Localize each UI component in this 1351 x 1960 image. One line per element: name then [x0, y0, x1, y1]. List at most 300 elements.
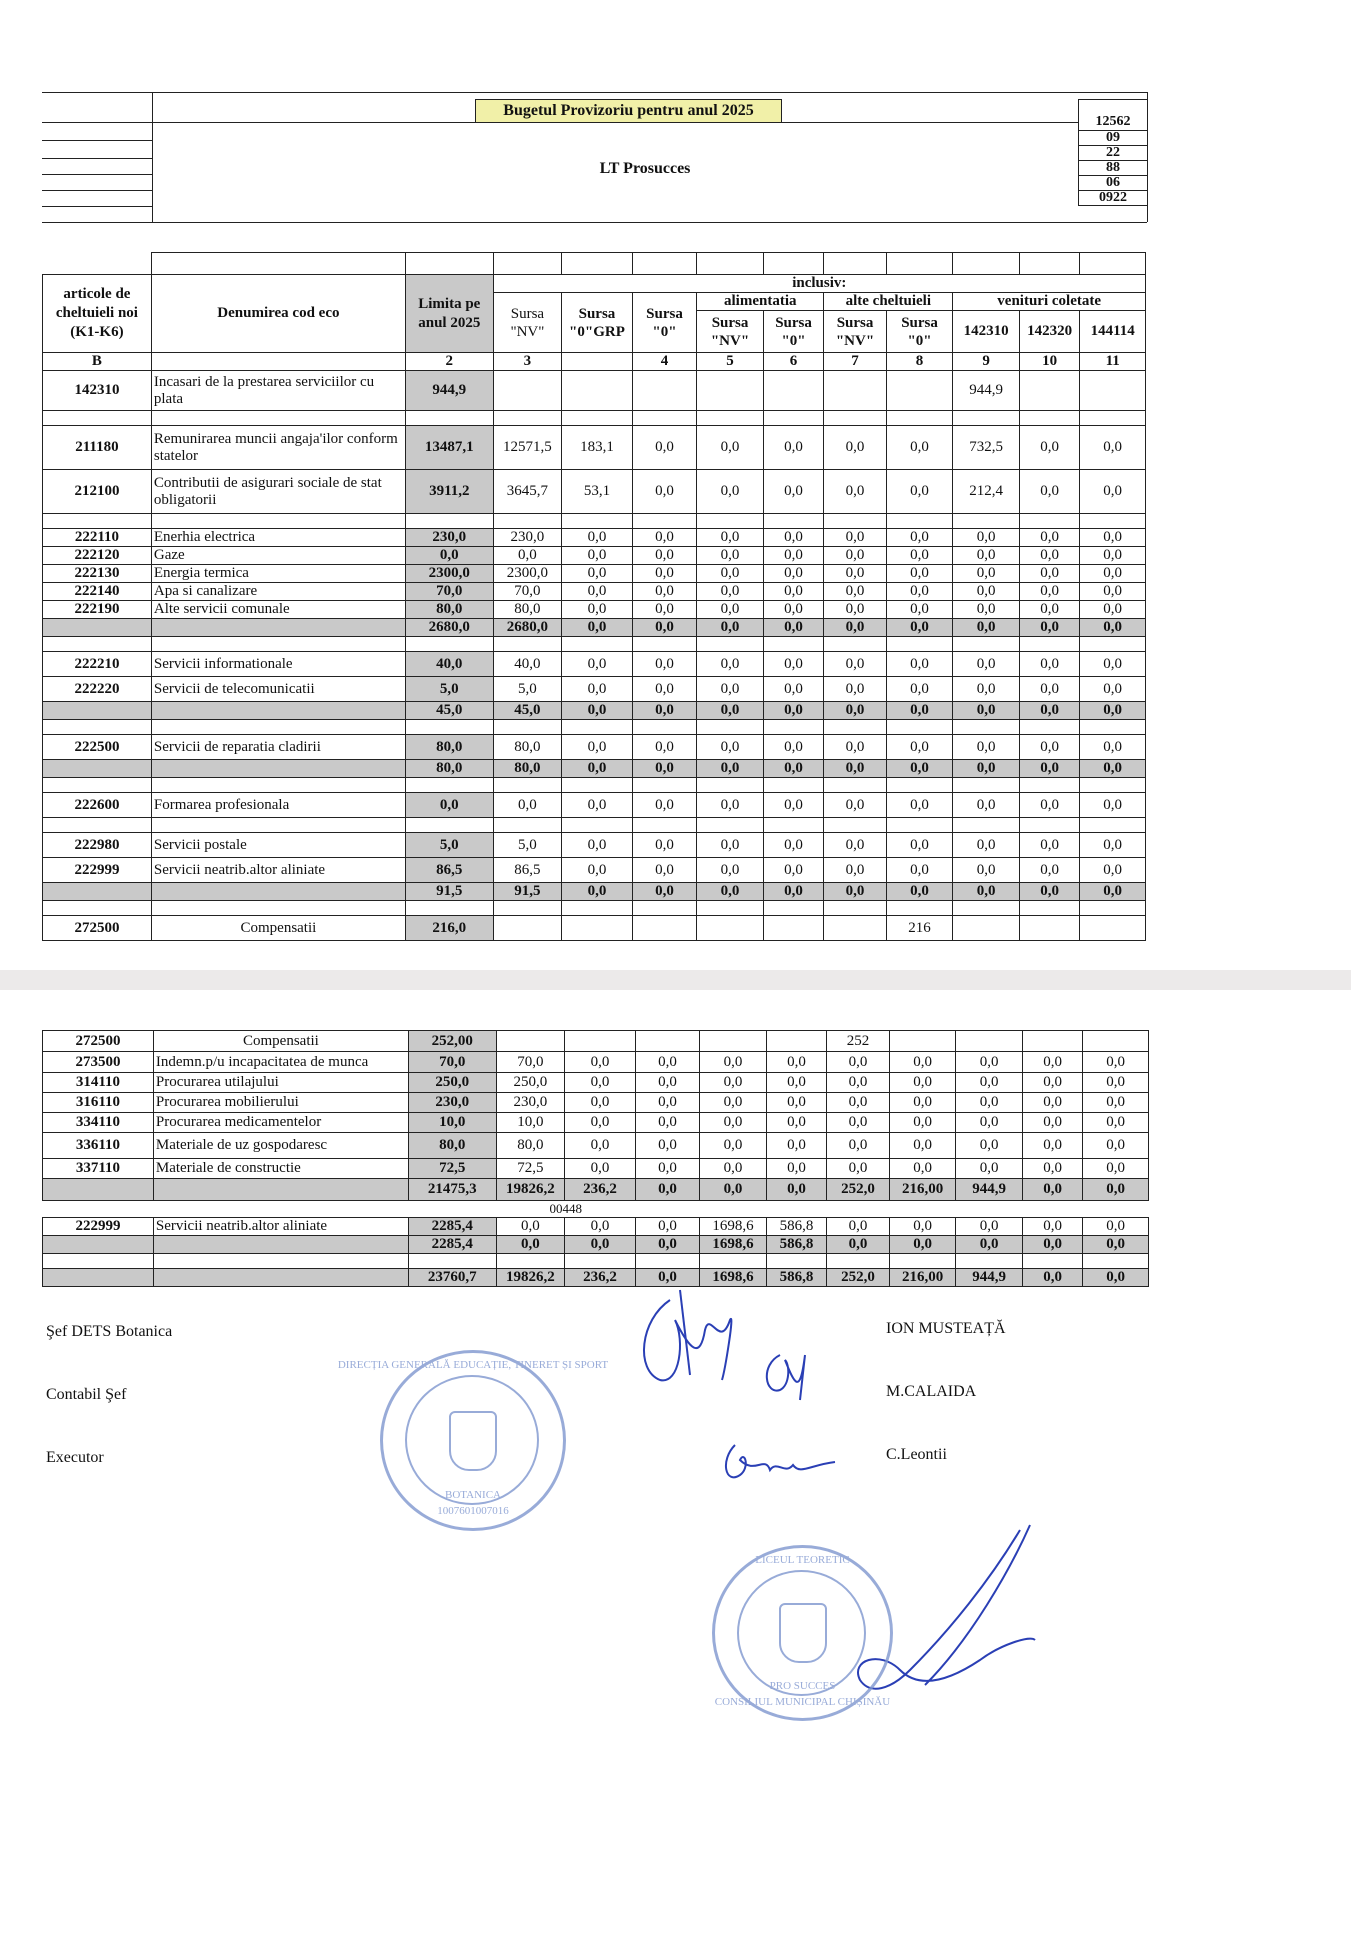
eco-code: 336110	[43, 1133, 154, 1159]
amount-cell: 0,0	[763, 677, 823, 702]
budget-row	[43, 426, 1146, 470]
amount-cell: 0,0	[697, 529, 764, 547]
amount-cell: 0,0	[953, 702, 1020, 720]
amount-cell: 0,0	[886, 702, 953, 720]
amount-cell: 0,0	[1080, 883, 1146, 901]
amount-cell: 5,0	[493, 833, 562, 858]
amount-cell: 0,0	[635, 1218, 700, 1236]
limit-value: 70,0	[408, 1052, 496, 1073]
amount-cell: 0,0	[953, 529, 1020, 547]
amount-cell: 0,0	[889, 1218, 956, 1236]
header-row-1	[43, 275, 1146, 293]
amount-cell: 0,0	[1080, 565, 1146, 583]
amount-cell: 0,0	[763, 529, 823, 547]
eco-name: Servicii neatrib.altor aliniate	[151, 858, 405, 883]
amount-cell: 0,0	[766, 1093, 826, 1113]
amount-cell: 0,0	[697, 652, 764, 677]
amount-cell: 0,0	[824, 833, 887, 858]
budget-row	[43, 1052, 1149, 1073]
eco-code: 211180	[43, 426, 152, 470]
amount-cell: 2680,0	[493, 619, 562, 637]
limit-value: 13487,1	[405, 426, 493, 470]
budget-row	[43, 470, 1146, 514]
amount-cell: 80,0	[496, 1133, 565, 1159]
eco-code: 222999	[43, 858, 152, 883]
budget-row	[43, 601, 1146, 619]
amount-cell: 0,0	[562, 793, 633, 818]
amount-cell: 0,0	[763, 760, 823, 778]
col-header-v3: 144114	[1080, 311, 1146, 353]
signature-contabil-icon	[760, 1335, 820, 1405]
amount-cell: 0,0	[562, 547, 633, 565]
code-cell: 88	[1078, 161, 1148, 176]
amount-cell: 0,0	[824, 470, 887, 514]
amount-cell: 3645,7	[493, 470, 562, 514]
amount-cell: 53,1	[562, 470, 633, 514]
amount-cell: 0,0	[562, 833, 633, 858]
limit-value: 80,0	[405, 735, 493, 760]
separator-row	[43, 818, 1146, 833]
amount-cell: 0,0	[956, 1093, 1023, 1113]
limit-value: 72,5	[408, 1159, 496, 1179]
column-number: B	[43, 353, 152, 371]
amount-cell: 252,0	[827, 1269, 890, 1287]
eco-name: Servicii informationale	[151, 652, 405, 677]
amount-cell: 0,0	[889, 1159, 956, 1179]
amount-cell: 0,0	[562, 883, 633, 901]
col-header-v1: 142310	[953, 311, 1020, 353]
col-header-venituri: venituri coletate	[953, 293, 1146, 311]
eco-name: Procurarea medicamentelor	[153, 1113, 408, 1133]
amount-cell: 0,0	[824, 426, 887, 470]
amount-cell	[632, 916, 697, 941]
amount-cell: 1698,6	[700, 1236, 767, 1254]
amount-cell: 0,0	[956, 1073, 1023, 1093]
amount-cell: 0,0	[1083, 1113, 1149, 1133]
limit-value: 216,0	[405, 916, 493, 941]
amount-cell: 0,0	[824, 619, 887, 637]
amount-cell: 0,0	[700, 1093, 767, 1113]
amount-cell: 0,0	[824, 883, 887, 901]
amount-cell: 0,0	[697, 883, 764, 901]
amount-cell: 0,0	[1080, 426, 1146, 470]
amount-cell: 216,00	[889, 1269, 956, 1287]
amount-cell: 0,0	[700, 1179, 767, 1201]
limit-value: 230,0	[405, 529, 493, 547]
budget-page-1	[0, 0, 1351, 970]
amount-cell: 0,0	[1083, 1052, 1149, 1073]
amount-cell: 0,0	[697, 760, 764, 778]
classification-codes	[1078, 99, 1148, 206]
budget-row	[43, 735, 1146, 760]
amount-cell: 586,8	[766, 1218, 826, 1236]
eco-code: 222999	[43, 1218, 154, 1236]
amount-cell: 0,0	[1080, 583, 1146, 601]
amount-cell: 0,0	[886, 735, 953, 760]
amount-cell: 0,0	[565, 1159, 636, 1179]
amount-cell: 0,0	[1019, 735, 1079, 760]
column-number: 10	[1019, 353, 1079, 371]
column-number: 3	[493, 353, 562, 371]
amount-cell	[1080, 916, 1146, 941]
amount-cell: 80,0	[493, 601, 562, 619]
executor-label: Executor	[46, 1449, 104, 1466]
amount-cell: 0,0	[1022, 1052, 1082, 1073]
amount-cell	[565, 1031, 636, 1052]
limit-value: 944,9	[405, 371, 493, 411]
budget-row	[43, 529, 1146, 547]
amount-cell: 0,0	[763, 601, 823, 619]
amount-cell: 236,2	[565, 1179, 636, 1201]
eco-code: 273500	[43, 1052, 154, 1073]
limit-value: 2680,0	[405, 619, 493, 637]
limit-value: 2300,0	[405, 565, 493, 583]
amount-cell: 0,0	[496, 1218, 565, 1236]
note-text: 00448	[549, 1201, 582, 1216]
amount-cell: 0,0	[956, 1113, 1023, 1133]
amount-cell: 80,0	[493, 760, 562, 778]
amount-cell: 0,0	[956, 1052, 1023, 1073]
contabil-label: Contabil Şef	[46, 1386, 127, 1403]
eco-name: Enerhia electrica	[151, 529, 405, 547]
eco-name: Servicii neatrib.altor aliniate	[153, 1218, 408, 1236]
amount-cell: 0,0	[953, 735, 1020, 760]
amount-cell: 0,0	[632, 583, 697, 601]
amount-cell: 0,0	[763, 565, 823, 583]
amount-cell: 0,0	[632, 470, 697, 514]
budget-page-2	[0, 990, 1351, 1960]
column-number: 7	[824, 353, 887, 371]
amount-cell: 0,0	[953, 677, 1020, 702]
amount-cell: 0,0	[886, 601, 953, 619]
amount-cell: 0,0	[493, 547, 562, 565]
amount-cell: 0,0	[1080, 858, 1146, 883]
separator-row	[43, 1254, 1149, 1269]
subtotal-row	[43, 1236, 1149, 1254]
amount-cell: 0,0	[632, 735, 697, 760]
amount-cell: 0,0	[886, 883, 953, 901]
amount-cell: 0,0	[635, 1179, 700, 1201]
eco-code: 222140	[43, 583, 152, 601]
amount-cell: 0,0	[1022, 1073, 1082, 1093]
amount-cell: 0,0	[635, 1236, 700, 1254]
header-row-empty	[43, 253, 1146, 275]
eco-name: Materiale de uz gospodaresc	[153, 1133, 408, 1159]
amount-cell: 252	[827, 1031, 890, 1052]
amount-cell: 0,0	[1083, 1159, 1149, 1179]
amount-cell: 0,0	[697, 565, 764, 583]
amount-cell: 0,0	[886, 565, 953, 583]
amount-cell: 0,0	[956, 1133, 1023, 1159]
code-cell: 0922	[1078, 191, 1148, 206]
amount-cell	[1022, 1031, 1082, 1052]
amount-cell: 0,0	[632, 883, 697, 901]
separator-row	[43, 514, 1146, 529]
eco-name: Compensatii	[153, 1031, 408, 1052]
amount-cell: 0,0	[953, 547, 1020, 565]
amount-cell: 0,0	[1080, 601, 1146, 619]
eco-code: 222210	[43, 652, 152, 677]
amount-cell: 72,5	[496, 1159, 565, 1179]
col-header-limita: Limita pe anul 2025	[405, 275, 493, 353]
eco-name: Compensatii	[151, 916, 405, 941]
amount-cell: 0,0	[763, 858, 823, 883]
amount-cell: 0,0	[1019, 470, 1079, 514]
amount-cell: 0,0	[1019, 677, 1079, 702]
amount-cell	[635, 1031, 700, 1052]
budget-row	[43, 547, 1146, 565]
amount-cell: 0,0	[824, 601, 887, 619]
amount-cell: 0,0	[763, 883, 823, 901]
budget-row	[43, 916, 1146, 941]
column-number: 4	[632, 353, 697, 371]
limit-value: 0,0	[405, 547, 493, 565]
subtotal-row	[43, 702, 1146, 720]
eco-name: Alte servicii comunale	[151, 601, 405, 619]
budget-row	[43, 1031, 1149, 1052]
amount-cell: 0,0	[632, 601, 697, 619]
amount-cell: 0,0	[496, 1236, 565, 1254]
code-cell: 09	[1078, 131, 1148, 146]
amount-cell: 0,0	[824, 793, 887, 818]
eco-name: Servicii de reparatia cladirii	[151, 735, 405, 760]
amount-cell: 0,0	[632, 793, 697, 818]
amount-cell: 0,0	[565, 1093, 636, 1113]
amount-cell: 0,0	[1022, 1269, 1082, 1287]
col-header-sursa-nv: Sursa "NV"	[493, 293, 562, 353]
limit-value: 3911,2	[405, 470, 493, 514]
col-header-alt-nv: Sursa "NV"	[824, 311, 887, 353]
amount-cell	[697, 371, 764, 411]
amount-cell: 0,0	[956, 1159, 1023, 1179]
amount-cell: 0,0	[562, 760, 633, 778]
amount-cell: 0,0	[697, 601, 764, 619]
amount-cell: 0,0	[953, 565, 1020, 583]
budget-row	[43, 1159, 1149, 1179]
amount-cell: 19826,2	[496, 1269, 565, 1287]
amount-cell: 0,0	[635, 1159, 700, 1179]
limit-value: 80,0	[405, 760, 493, 778]
amount-cell: 0,0	[632, 677, 697, 702]
sef-name: ION MUSTEAȚĂ	[886, 1320, 1006, 1337]
amount-cell: 0,0	[763, 619, 823, 637]
amount-cell: 0,0	[1083, 1133, 1149, 1159]
amount-cell: 0,0	[827, 1236, 890, 1254]
column-number: 6	[763, 353, 823, 371]
amount-cell: 0,0	[766, 1052, 826, 1073]
amount-cell: 0,0	[824, 858, 887, 883]
amount-cell: 0,0	[700, 1073, 767, 1093]
amount-cell: 0,0	[886, 619, 953, 637]
amount-cell: 0,0	[763, 793, 823, 818]
eco-name: Gaze	[151, 547, 405, 565]
col-header-sursa-0grp: Sursa "0"GRP	[562, 293, 633, 353]
limit-value: 80,0	[405, 601, 493, 619]
eco-code: 316110	[43, 1093, 154, 1113]
budget-row	[43, 677, 1146, 702]
amount-cell: 0,0	[632, 652, 697, 677]
amount-cell: 0,0	[889, 1133, 956, 1159]
amount-cell: 0,0	[635, 1093, 700, 1113]
column-number-row	[43, 353, 1146, 371]
amount-cell: 0,0	[889, 1236, 956, 1254]
amount-cell: 0,0	[562, 652, 633, 677]
budget-row	[43, 858, 1146, 883]
signature-executor-icon	[715, 1430, 845, 1490]
amount-cell: 0,0	[700, 1113, 767, 1133]
amount-cell: 0,0	[827, 1133, 890, 1159]
amount-cell: 0,0	[824, 735, 887, 760]
limit-value: 91,5	[405, 883, 493, 901]
subtotal-row	[43, 883, 1146, 901]
amount-cell: 0,0	[1080, 702, 1146, 720]
amount-cell: 944,9	[956, 1179, 1023, 1201]
amount-cell: 0,0	[763, 652, 823, 677]
subtotal-row	[43, 619, 1146, 637]
amount-cell: 12571,5	[493, 426, 562, 470]
amount-cell: 0,0	[1083, 1269, 1149, 1287]
amount-cell	[562, 371, 633, 411]
limit-value: 86,5	[405, 858, 493, 883]
eco-code: 222980	[43, 833, 152, 858]
amount-cell: 0,0	[827, 1159, 890, 1179]
budget-table-2	[42, 1030, 1149, 1287]
amount-cell: 944,9	[953, 371, 1020, 411]
amount-cell: 216,00	[889, 1179, 956, 1201]
budget-row	[43, 565, 1146, 583]
amount-cell: 0,0	[1019, 529, 1079, 547]
amount-cell: 0,0	[635, 1269, 700, 1287]
limit-value: 252,00	[408, 1031, 496, 1052]
amount-cell: 0,0	[1022, 1179, 1082, 1201]
amount-cell: 0,0	[565, 1236, 636, 1254]
amount-cell: 0,0	[824, 652, 887, 677]
amount-cell	[496, 1031, 565, 1052]
amount-cell: 0,0	[763, 547, 823, 565]
amount-cell: 0,0	[1022, 1236, 1082, 1254]
code-cell: 06	[1078, 176, 1148, 191]
eco-code: 314110	[43, 1073, 154, 1093]
amount-cell: 0,0	[889, 1073, 956, 1093]
amount-cell: 0,0	[1019, 601, 1079, 619]
note-row	[43, 1201, 1149, 1218]
amount-cell: 0,0	[953, 883, 1020, 901]
amount-cell: 70,0	[493, 583, 562, 601]
amount-cell: 0,0	[697, 547, 764, 565]
amount-cell: 0,0	[824, 702, 887, 720]
institution-name: LT Prosucces	[599, 160, 691, 177]
separator-row	[43, 901, 1146, 916]
budget-row	[43, 1133, 1149, 1159]
amount-cell: 0,0	[1080, 793, 1146, 818]
amount-cell: 0,0	[1080, 470, 1146, 514]
amount-cell: 86,5	[493, 858, 562, 883]
amount-cell: 0,0	[824, 547, 887, 565]
limit-value: 2285,4	[408, 1218, 496, 1236]
amount-cell	[824, 916, 887, 941]
amount-cell: 0,0	[1022, 1218, 1082, 1236]
amount-cell: 0,0	[632, 833, 697, 858]
amount-cell: 1698,6	[700, 1269, 767, 1287]
subtotal-row	[43, 760, 1146, 778]
eco-code: 142310	[43, 371, 152, 411]
amount-cell: 0,0	[1019, 793, 1079, 818]
amount-cell: 0,0	[1080, 833, 1146, 858]
amount-cell: 0,0	[697, 583, 764, 601]
amount-cell: 0,0	[632, 529, 697, 547]
amount-cell: 0,0	[632, 426, 697, 470]
amount-cell: 0,0	[697, 470, 764, 514]
amount-cell: 586,8	[766, 1269, 826, 1287]
amount-cell	[953, 916, 1020, 941]
amount-cell: 0,0	[1019, 619, 1079, 637]
amount-cell: 0,0	[635, 1113, 700, 1133]
amount-cell: 0,0	[697, 858, 764, 883]
amount-cell: 732,5	[953, 426, 1020, 470]
amount-cell: 40,0	[493, 652, 562, 677]
amount-cell: 236,2	[565, 1269, 636, 1287]
limit-value: 250,0	[408, 1073, 496, 1093]
limit-value: 2285,4	[408, 1236, 496, 1254]
amount-cell: 0,0	[827, 1113, 890, 1133]
amount-cell	[763, 916, 823, 941]
amount-cell: 0,0	[1080, 735, 1146, 760]
col-header-v2: 142320	[1019, 311, 1079, 353]
amount-cell	[697, 916, 764, 941]
amount-cell: 0,0	[886, 858, 953, 883]
amount-cell: 0,0	[889, 1093, 956, 1113]
budget-row	[43, 583, 1146, 601]
amount-cell: 0,0	[700, 1159, 767, 1179]
amount-cell: 0,0	[956, 1218, 1023, 1236]
amount-cell: 0,0	[697, 702, 764, 720]
limit-value: 45,0	[405, 702, 493, 720]
limit-value: 5,0	[405, 833, 493, 858]
limit-value: 23760,7	[408, 1269, 496, 1287]
eco-code: 222130	[43, 565, 152, 583]
amount-cell: 0,0	[824, 583, 887, 601]
limit-value: 40,0	[405, 652, 493, 677]
amount-cell: 1698,6	[700, 1218, 767, 1236]
amount-cell: 70,0	[496, 1052, 565, 1073]
eco-name: Energia termica	[151, 565, 405, 583]
amount-cell: 10,0	[496, 1113, 565, 1133]
amount-cell: 0,0	[953, 652, 1020, 677]
col-header-alimentatia: alimentatia	[697, 293, 824, 311]
amount-cell: 0,0	[1019, 883, 1079, 901]
amount-cell	[1019, 916, 1079, 941]
amount-cell: 0,0	[886, 677, 953, 702]
amount-cell: 0,0	[700, 1133, 767, 1159]
amount-cell: 0,0	[763, 426, 823, 470]
amount-cell: 0,0	[827, 1052, 890, 1073]
amount-cell: 0,0	[763, 470, 823, 514]
amount-cell	[766, 1031, 826, 1052]
amount-cell: 0,0	[824, 760, 887, 778]
budget-row	[43, 1093, 1149, 1113]
amount-cell: 0,0	[632, 565, 697, 583]
amount-cell: 0,0	[697, 833, 764, 858]
amount-cell	[632, 371, 697, 411]
amount-cell: 0,0	[1080, 677, 1146, 702]
amount-cell: 0,0	[886, 583, 953, 601]
amount-cell: 0,0	[766, 1133, 826, 1159]
amount-cell: 0,0	[827, 1093, 890, 1113]
col-header-inclusiv: inclusiv:	[493, 275, 1145, 293]
amount-cell: 0,0	[763, 735, 823, 760]
amount-cell: 0,0	[635, 1052, 700, 1073]
amount-cell: 0,0	[1083, 1179, 1149, 1201]
